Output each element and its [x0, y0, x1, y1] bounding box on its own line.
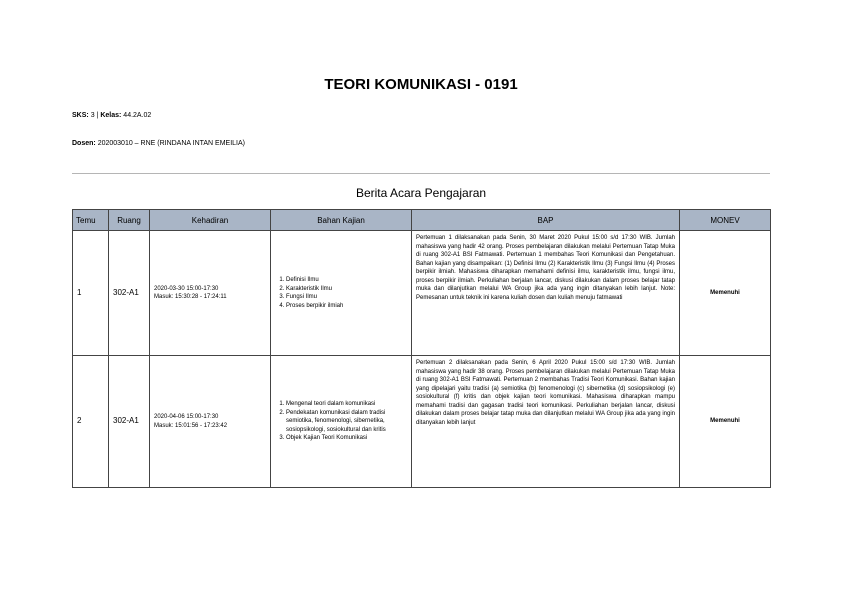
- kelas-label: Kelas:: [100, 112, 122, 119]
- course-meta: [72, 112, 151, 119]
- list-item: 4. Proses berpikir ilmiah: [286, 302, 407, 311]
- header-ruang: Ruang: [109, 210, 150, 231]
- header-temu: Temu: [73, 210, 109, 231]
- bahan-list: [275, 400, 407, 443]
- header-bap: BAP: [412, 210, 680, 231]
- header-monev: MONEV: [680, 210, 771, 231]
- bap-table: [72, 209, 771, 488]
- cell-bahan-kajian: [271, 356, 412, 488]
- dosen-label: Dosen:: [72, 140, 96, 147]
- list-item: 1. Definisi Ilmu: [286, 276, 407, 285]
- kehadiran-masuk: Masuk: 15:01:56 - 17:23:42: [154, 422, 228, 429]
- table-header-row: [73, 210, 771, 231]
- cell-bap: Pertemuan 1 dilaksanakan pada Senin, 30 Maret 2020 Pukul 15:00 s/d 17:30 WIB. Jumlah mahasiswa yang hadir 42 orang. Proses pembelajaran dilakukan melalui Pertemuan Tatap Muka di ruang 302-A1 BSI Fatmawati. Pertemuan 1 membahas Teori Komunikasi dan Pengetahuan. Bahan kajian yang disampaikan: (1) Definisi Ilmu (2) Karakteristik Ilmu (3) Fungsi Ilmu (4) Proses berpikir ilmiah. Mahasiswa diharapkan memahami definisi ilmu, karakteristik ilmu, fungsi ilmu, proses berpikir ilmiah. Perkuliahan berjalan lancar, diskusi dilakukan dalam proses belajar tatap muka dan dilanjutkan melalui WA Group jika ada yang ingin ditanyakan lebih lanjut. Note: Pemesanan untuk teknik ini karena kuliah dosen dan kuliah menuju fatmawati: [412, 231, 680, 356]
- cell-ruang: 302-A1: [109, 356, 150, 488]
- sks-value: 3: [90, 112, 95, 119]
- cell-kehadiran: [150, 231, 271, 356]
- cell-bahan-kajian: [271, 231, 412, 356]
- header-bahan-kajian: Bahan Kajian: [271, 210, 412, 231]
- cell-kehadiran: [150, 356, 271, 488]
- bahan-list: [275, 276, 407, 310]
- list-item: 3. Objek Kajian Teori Komunikasi: [286, 434, 407, 443]
- kehadiran-masuk: Masuk: 15:30:28 - 17:24:11: [154, 294, 227, 300]
- lecturer-meta: [72, 140, 245, 147]
- sks-label: SKS:: [72, 112, 89, 119]
- dosen-value: 202003010 – RNE (RINDANA INTAN EMEILIA): [97, 140, 246, 147]
- cell-ruang: 302-A1: [109, 231, 150, 356]
- cell-temu: 1: [73, 231, 109, 356]
- list-item: 2. Karakteristik Ilmu: [286, 285, 407, 294]
- kehadiran-jadwal: 2020-04-06 15:00-17:30: [154, 414, 219, 420]
- list-item: 1. Mengenal teori dalam komunikasi: [286, 400, 407, 409]
- divider: [72, 173, 770, 174]
- header-kehadiran: Kehadiran: [150, 210, 271, 231]
- list-item: 2. Pendekatan komunikasi dalam tradisi semiotika, fenomenologi, sibernetika, sosiopsikologi, sosiokultural dan kritis: [286, 409, 407, 435]
- list-item: 3. Fungsi Ilmu: [286, 293, 407, 302]
- kehadiran-jadwal: 2020-03-30 15:00-17:30: [154, 285, 219, 292]
- cell-monev: Memenuhi: [680, 356, 771, 488]
- cell-bap: Pertemuan 2 dilaksanakan pada Senin, 6 April 2020 Pukul 15:00 s/d 17:30 WIB. Jumlah mahasiswa yang hadir 38 orang. Proses pembelajaran dilakukan melalui Pertemuan Tatap Muka di ruang 302-A1 BSI Fatmawati. Pertemuan 2 membahas Tradisi Teori Komunikasi. Bahan kajian yang dipelajari yaitu tradisi (a) semiotika (b) fenomenologi (c) sibernetika (d) sosiopsikologi (e) sosiokultural (f) kritis dan objek kajian teori komunikasi. Mahasiswa diharapkan mampu memahami tradisi dan gagasan tradisi teori komunikasi. Perkuliahan berjalan lancar, diskusi dilakukan dalam proses belajar tatap muka dan dilanjutkan melalui WA Group jika ada yang ingin ditanyakan lebih lanjut: [412, 356, 680, 488]
- page-title: TEORI KOMUNIKASI - 0191: [324, 76, 518, 93]
- table-row: [73, 356, 771, 488]
- section-title: Berita Acara Pengajaran: [355, 186, 487, 200]
- kelas-value: 44.2A.02: [123, 112, 152, 119]
- cell-temu: 2: [73, 356, 109, 488]
- meta-separator: |: [96, 112, 99, 119]
- table-row: [73, 231, 771, 356]
- cell-monev: Memenuhi: [680, 231, 771, 356]
